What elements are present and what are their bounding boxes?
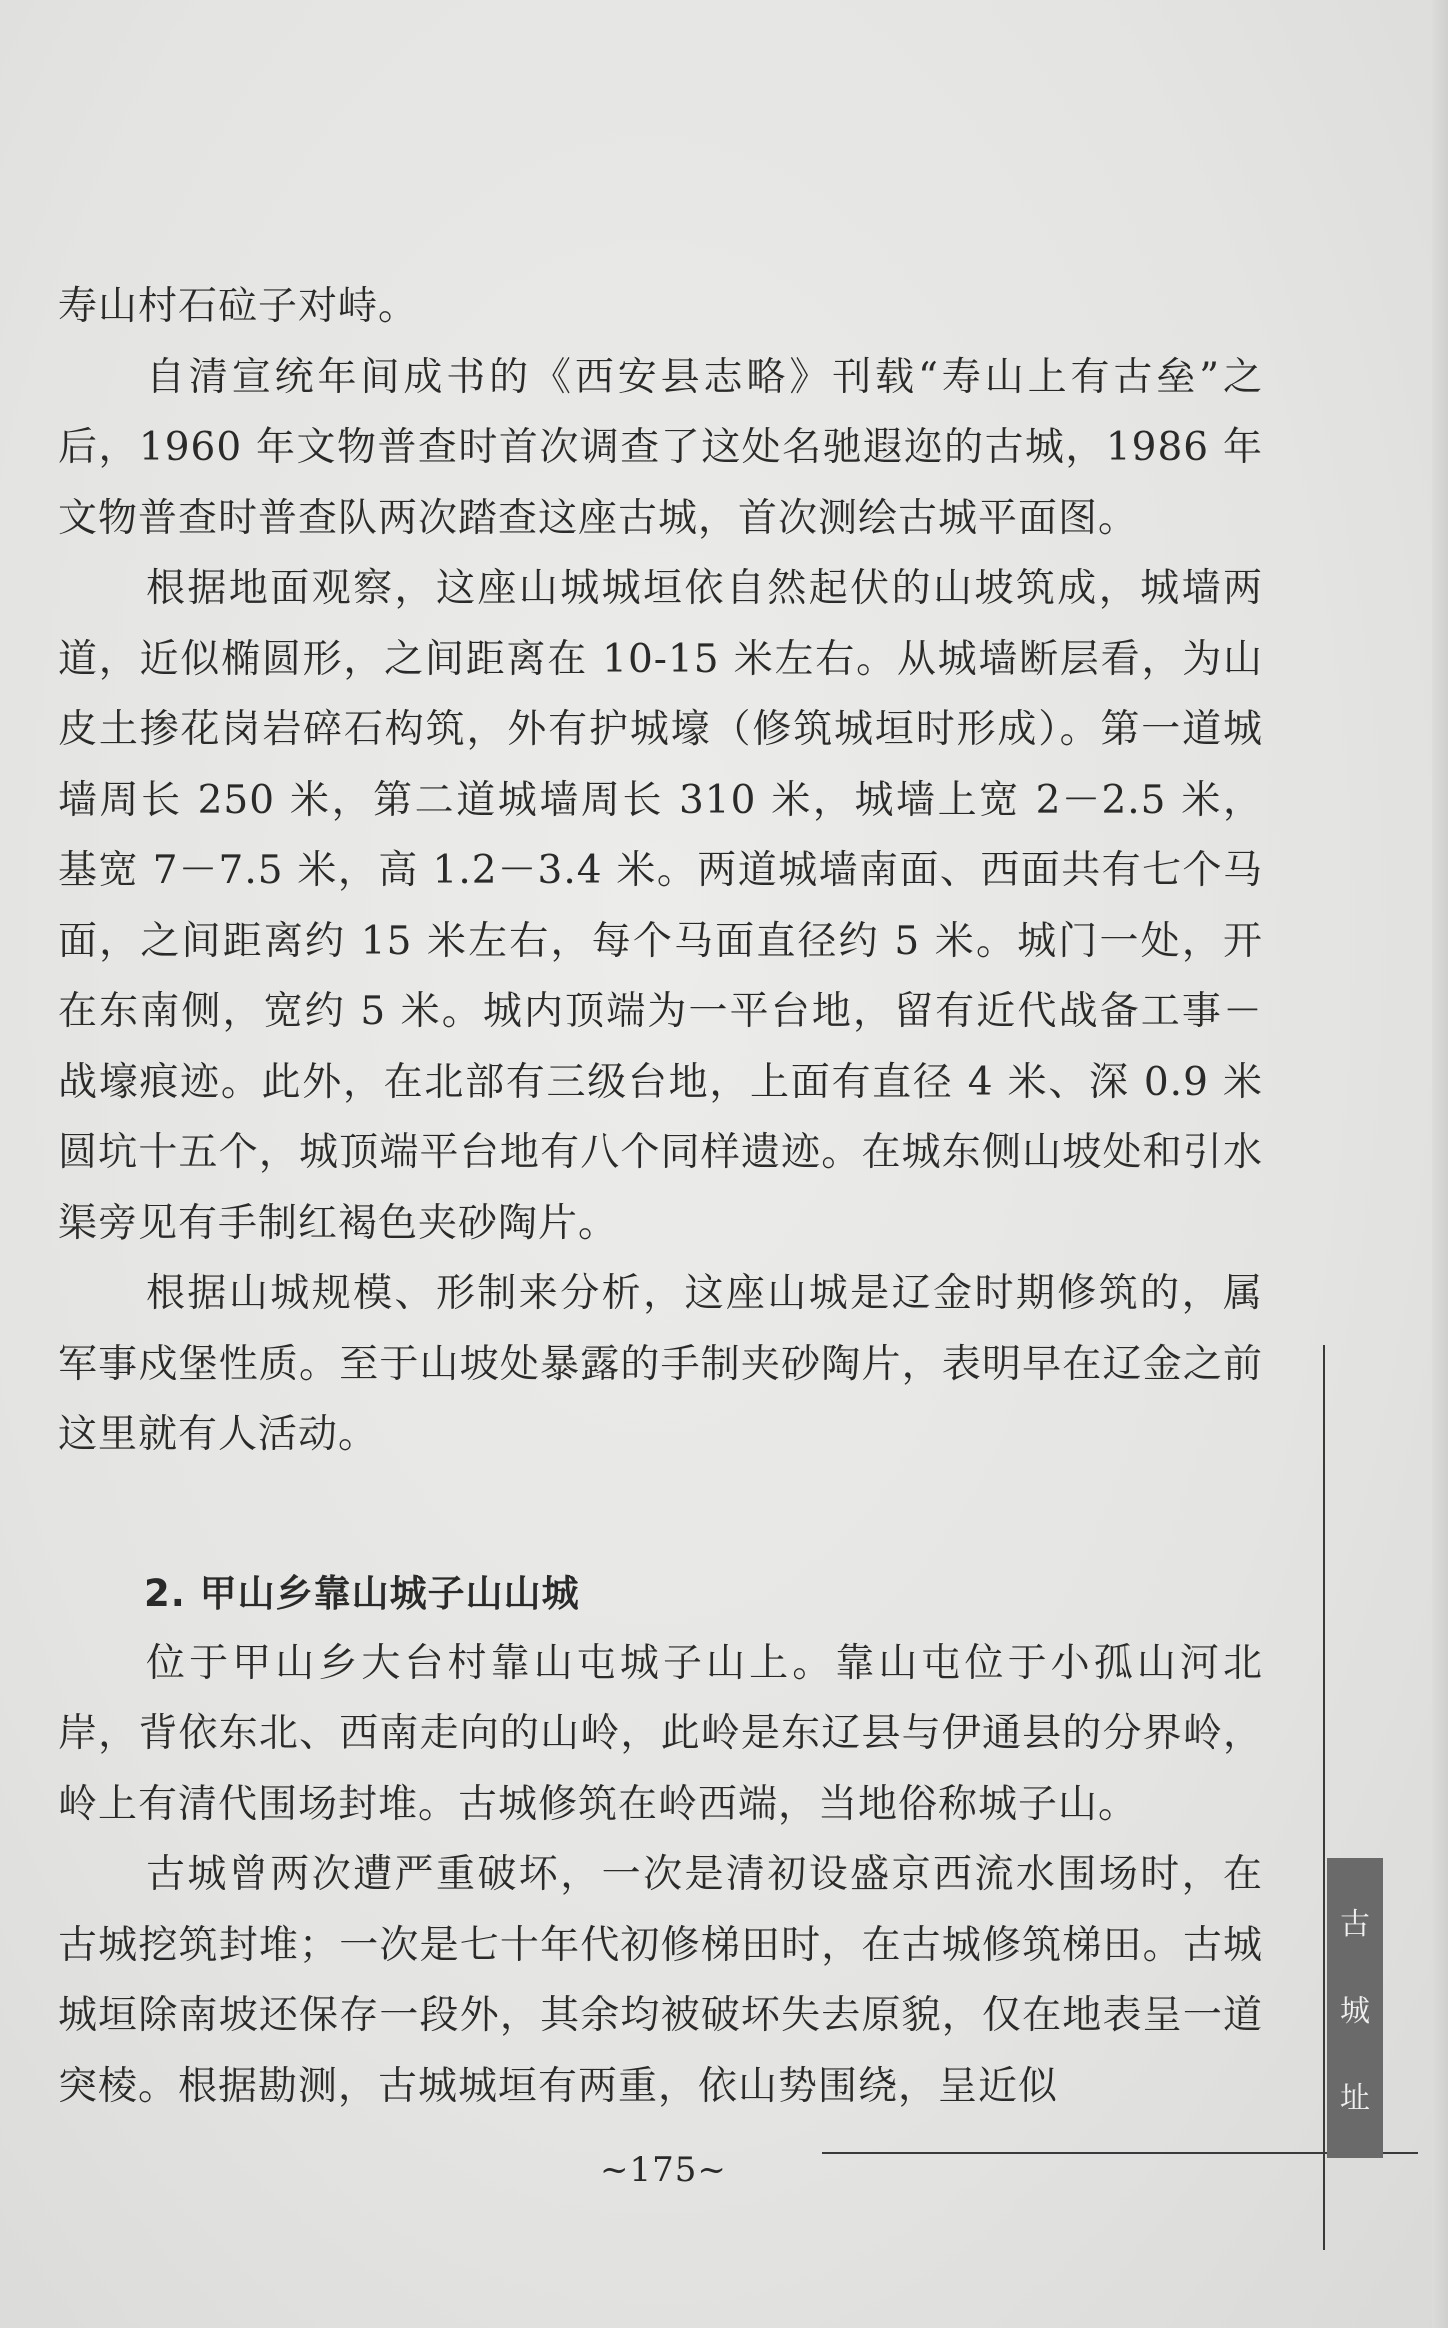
section-paragraph-2: 古城曾两次遭严重破坏，一次是清初设盛京西流水围场时，在古城挖筑封堆；一次是七十年代初修梯田时，在古城修筑梯田。古城城垣除南坡还保存一段外，其余均被破坏失去原貌，仅在地表呈一道突棱。根据勘测，古城城垣有两重，依山势围绕，呈近似	[58, 1852, 1263, 2109]
margin-rule-vertical	[1323, 1345, 1325, 2250]
paragraph-1: 寿山村石砬子对峙。	[58, 284, 419, 329]
side-tab-char: 城	[1340, 1993, 1370, 2029]
section-paragraph-1: 位于甲山乡大台村靠山屯城子山上。靠山屯位于小孤山河北岸，背依东北、西南走向的山岭，此岭是东辽县与伊通县的分界岭，岭上有清代围场封堆。古城修筑在岭西端，当地俗称城子山。	[58, 1640, 1263, 1827]
side-tab-char: 址	[1340, 2080, 1370, 2116]
side-tab-char: 古	[1340, 1907, 1370, 1943]
body-text	[58, 272, 1263, 2122]
paragraph-2: 自清宣统年间成书的《西安县志略》刊载“寿山上有古垒”之后，1960 年文物普查时首次调查了这处名驰遐迩的古城，1986 年文物普查时普查队两次踏查这座古城，首次测绘古城平面图。	[58, 354, 1263, 541]
page-number: ~175~	[600, 2150, 727, 2190]
paragraph-3: 根据地面观察，这座山城城垣依自然起伏的山坡筑成，城墙两道，近似椭圆形，之间距离在 10-15 米左右。从城墙断层看，为山皮土掺花岗岩碎石构筑，外有护城壕（修筑城垣时形成）。第一道城墙周长 250 米，第二道城墙周长 310 米，城墙上宽 2－2.5 米，基宽 7－7.5 米，高 1.2－3.4 米。两道城墙南面、西面共有七个马面，之间距离约 15 米左右，每个马面直径约 5 米。城门一处，开在东南侧，宽约 5 米。城内顶端为一平台地，留有近代战备工事－战壕痕迹。此外，在北部有三级台地，上面有直径 4 米、深 0.9 米圆坑十五个，城顶端平台地有八个同样遗迹。在城东侧山坡处和引水渠旁见有手制红褐色夹砂陶片。	[58, 566, 1263, 1246]
page-edge-shadow	[1432, 0, 1448, 2328]
chapter-side-tab	[1327, 1858, 1383, 2158]
section-heading: 2. 甲山乡靠山城子山山城	[144, 1571, 580, 1615]
paragraph-4: 根据山城规模、形制来分析，这座山城是辽金时期修筑的，属军事戍堡性质。至于山坡处暴露的手制夹砂陶片，表明早在辽金之前这里就有人活动。	[58, 1271, 1263, 1457]
